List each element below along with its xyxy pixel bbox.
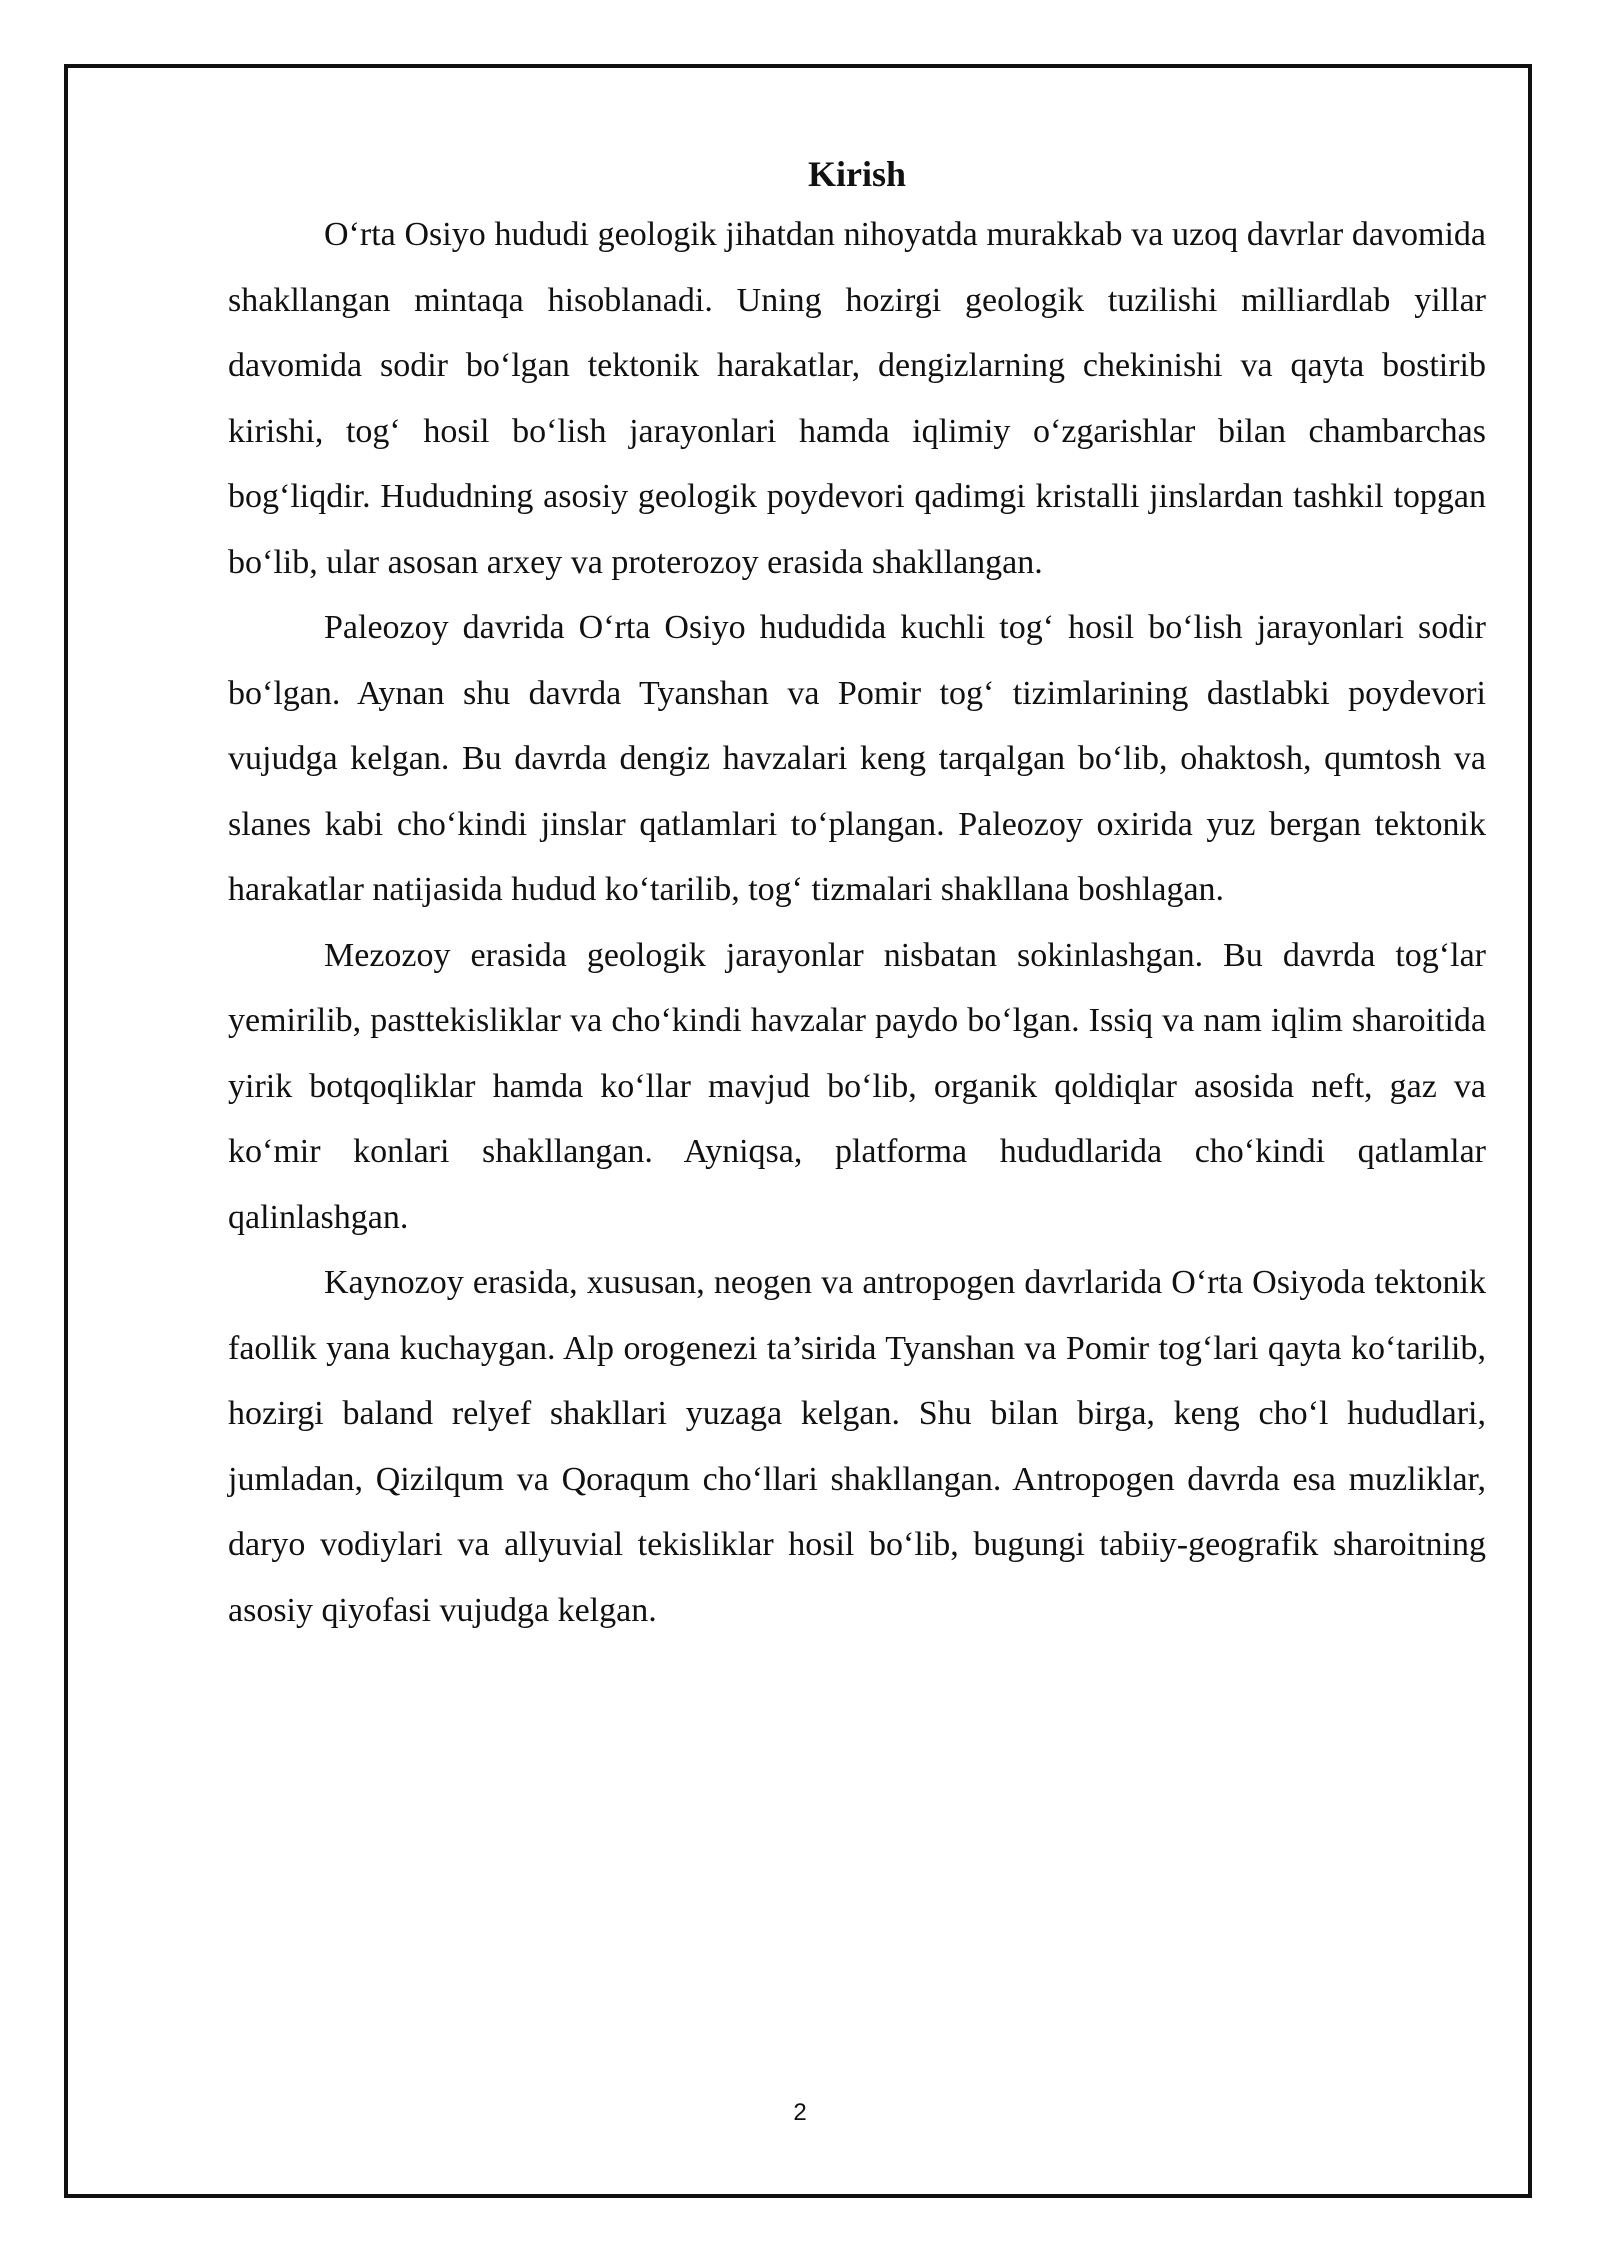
- page-number: 2: [793, 2099, 807, 2126]
- paragraph-2: Paleozoy davrida O‘rta Osiyo hududida kuchli tog‘ hosil bo‘lish jarayonlari sodir bo‘lgan. Aynan shu davrda Tyanshan va Pomir tog‘ tizimlarining dastlabki poydevori vujudga kelgan. Bu davrda dengiz havzalari keng tarqalgan bo‘lib, ohaktosh, qumtosh va slanes kabi cho‘kindi jinslar qatlamlari to‘plangan. Paleozoy oxirida yuz bergan tektonik harakatlar natijasida hudud ko‘tarilib, tog‘ tizmalari shakllana boshlagan.: [228, 609, 1486, 908]
- paragraph-3: Mezozoy erasida geologik jarayonlar nisbatan sokinlashgan. Bu davrda tog‘lar yemirilib, pasttekisliklar va cho‘kindi havzalar paydo bo‘lgan. Issiq va nam iqlim sharoitida yirik botqoqliklar hamda ko‘llar mavjud bo‘lib, organik qoldiqlar asosida neft, gaz va ko‘mir konlari shakllangan. Ayniqsa, platforma hududlarida cho‘kindi qatlamlar qalinlashgan.: [228, 936, 1486, 1236]
- paragraph-1: O‘rta Osiyo hududi geologik jihatdan nihoyatda murakkab va uzoq davrlar davomida shakllangan mintaqa hisoblanadi. Uning hozirgi geologik tuzilishi milliardlab yillar davomida sodir bo‘lgan tektonik harakatlar, dengizlarning chekinishi va qayta bostirib kirishi, tog‘ hosil bo‘lish jarayonlari hamda iqlimiy o‘zgarishlar bilan chambarchas bog‘liqdir. Hududning asosiy geologik poydevori qadimgi kristalli jinslardan tashkil topgan bo‘lib, ular asosan arxey va proterozoy erasida shakllangan.: [228, 216, 1486, 581]
- paragraph-4: Kaynozoy erasida, xususan, neogen va antropogen davrlarida O‘rta Osiyoda tektonik faollik yana kuchaygan. Alp orogenezi ta’sirida Tyanshan va Pomir tog‘lari qayta ko‘tarilib, hozirgi baland relyef shakllari yuzaga kelgan. Shu bilan birga, keng cho‘l hududlari, jumladan, Qizilqum va Qoraqum cho‘llari shakllangan. Antropogen davrda esa muzliklar, daryo vodiylari va allyuvial tekisliklar hosil bo‘lib, bugungi tabiiy-geografik sharoitning asosiy qiyofasi vujudga kelgan.: [228, 1264, 1486, 1629]
- page-title: Kirish: [807, 154, 906, 194]
- document-body: [228, 150, 1486, 1643]
